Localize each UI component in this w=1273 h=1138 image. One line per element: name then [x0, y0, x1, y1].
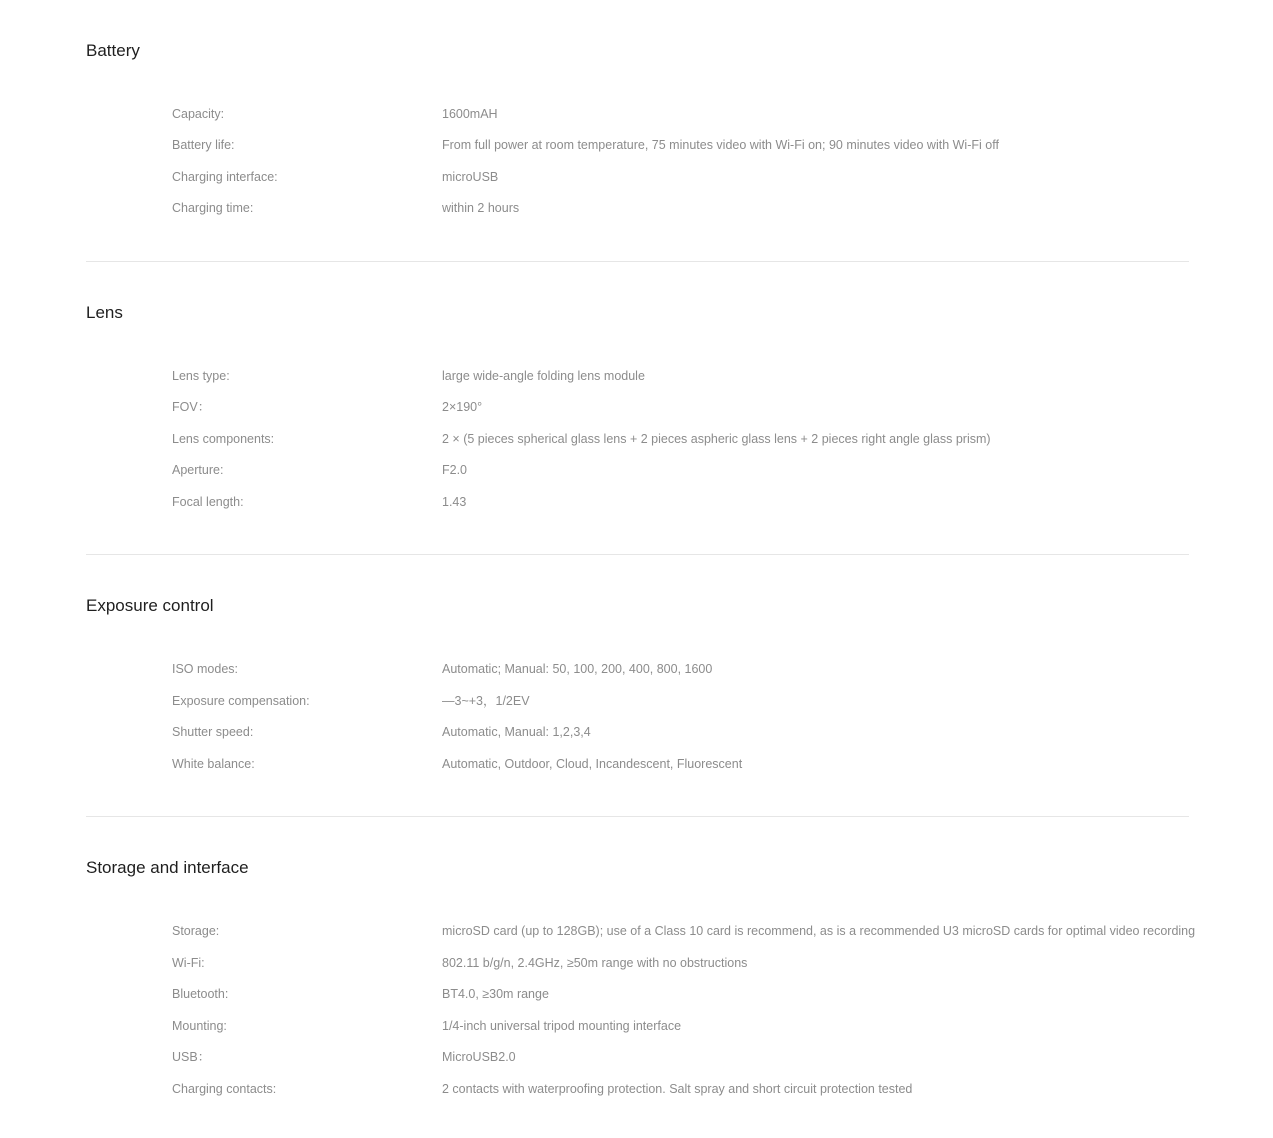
spec-value: —3~+3，1/2EV: [442, 694, 530, 708]
spec-value: BT4.0, ≥30m range: [442, 987, 549, 1001]
spec-label: FOV：: [172, 400, 211, 414]
spec-value: F2.0: [442, 463, 468, 477]
section-divider: [86, 816, 1189, 817]
spec-value: Automatic; Manual: 50, 100, 200, 400, 800, 1600: [442, 662, 713, 676]
spec-value: 2 contacts with waterproofing protection. Salt spray and short circuit protection tested: [442, 1082, 913, 1096]
spec-label: Mounting:: [172, 1019, 227, 1033]
spec-value: 1/4-inch universal tripod mounting interface: [442, 1019, 682, 1033]
spec-value: 2 × (5 pieces spherical glass lens + 2 pieces aspheric glass lens + 2 pieces right angle glass prism): [442, 432, 991, 446]
spec-label: Exposure compensation:: [172, 694, 310, 708]
spec-label: Charging interface:: [172, 170, 278, 184]
spec-value: 802.11 b/g/n, 2.4GHz, ≥50m range with no obstructions: [442, 956, 748, 970]
section-title: Battery: [86, 41, 140, 60]
spec-label: Bluetooth:: [172, 987, 229, 1001]
spec-value: microUSB: [442, 170, 499, 184]
spec-label: White balance:: [172, 757, 255, 771]
spec-label: Storage:: [172, 924, 220, 938]
spec-label: ISO modes:: [172, 662, 238, 676]
spec-label: Lens components:: [172, 432, 275, 446]
spec-value: Automatic, Manual: 1,2,3,4: [442, 725, 591, 739]
section-title: Exposure control: [86, 596, 214, 615]
spec-value: Automatic, Outdoor, Cloud, Incandescent, Fluorescent: [442, 757, 743, 771]
spec-label: Shutter speed:: [172, 725, 254, 739]
section-divider: [86, 261, 1189, 262]
section-title: Storage and interface: [86, 858, 249, 877]
spec-label: Aperture:: [172, 463, 224, 477]
spec-label: Wi-Fi:: [172, 956, 205, 970]
spec-value: large wide-angle folding lens module: [442, 369, 645, 383]
spec-value: 2×190°: [442, 400, 483, 414]
spec-label: Battery life:: [172, 138, 235, 152]
spec-value: MicroUSB2.0: [442, 1050, 516, 1064]
section-divider: [86, 554, 1189, 555]
spec-label: Capacity:: [172, 107, 225, 121]
spec-value: microSD card (up to 128GB); use of a Class 10 card is recommend, as is a recommended U3 microSD cards for optimal video recording: [442, 924, 1196, 938]
spec-value: 1600mAH: [442, 107, 498, 121]
spec-value: 1.43: [442, 495, 467, 509]
section-title: Lens: [86, 303, 123, 322]
spec-value: From full power at room temperature, 75 minutes video with Wi-Fi on; 90 minutes video with Wi-Fi off: [442, 138, 999, 152]
spec-label: Charging time:: [172, 201, 254, 215]
spec-label: Lens type:: [172, 369, 230, 383]
spec-value: within 2 hours: [442, 201, 520, 215]
spec-label: Focal length:: [172, 495, 244, 509]
spec-label: Charging contacts:: [172, 1082, 277, 1096]
spec-label: USB：: [172, 1050, 211, 1064]
